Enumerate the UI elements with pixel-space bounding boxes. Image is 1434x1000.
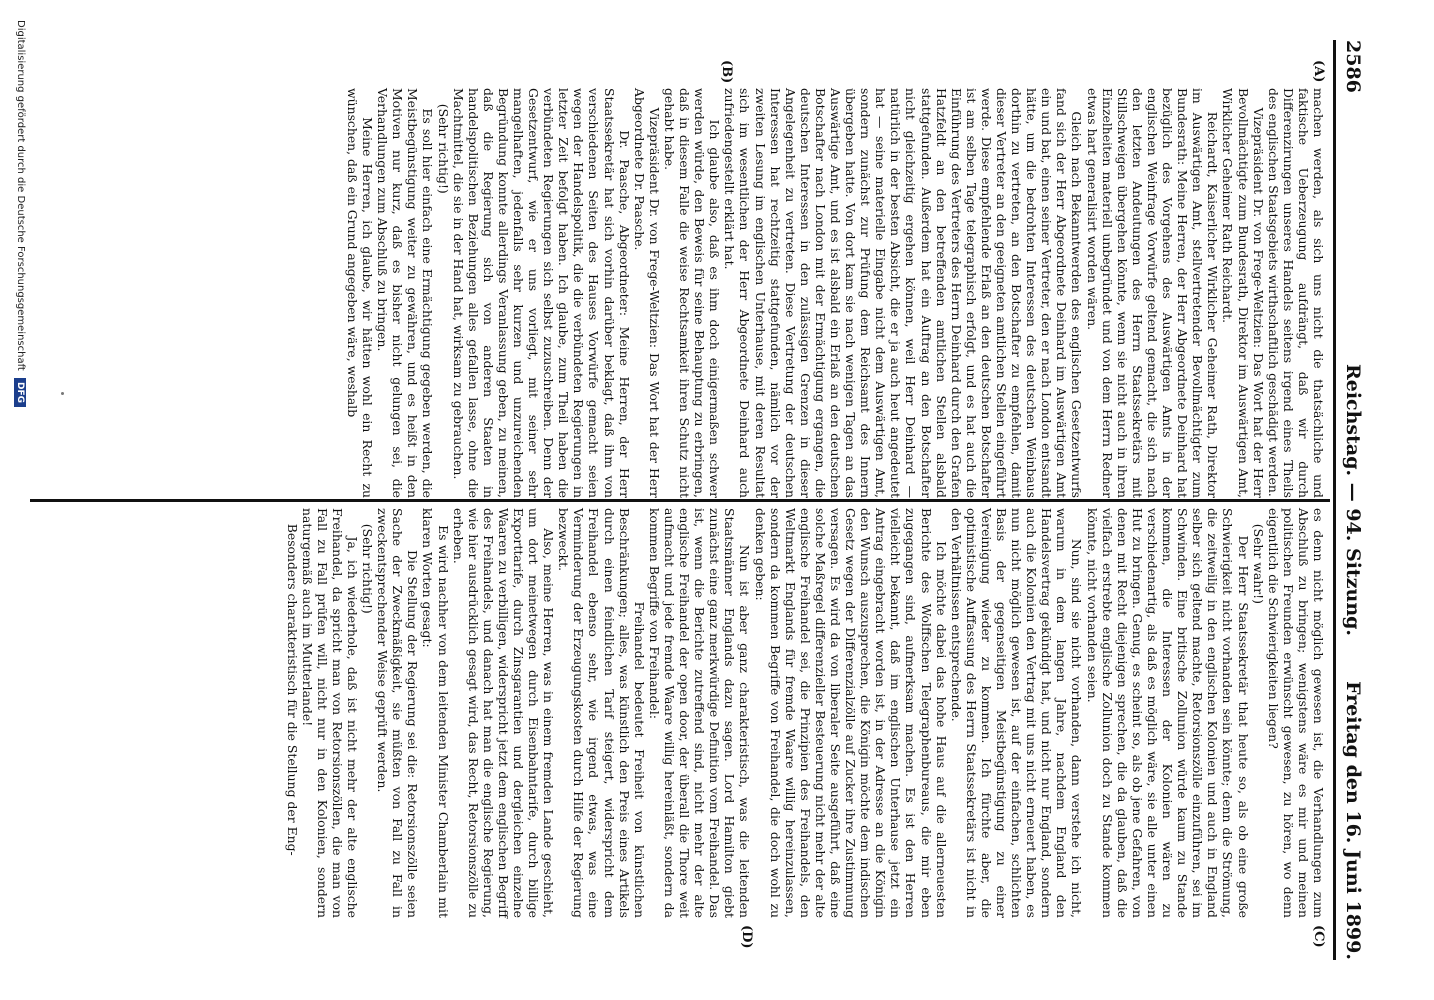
column-divider xyxy=(30,499,1330,502)
right-text-column: es denn nicht möglich gewesen ist, die Verhandlungen zum Abschluß zu bringen; wenigstens wäre es mir und meinen politischen Freunden erwünscht gewesen, zu hören, wo denn eigentlich die Schwierigkeiten liegen? (Sehr wahr!) Der Herr Staatssekretär that heute so, als ob eine große Schwierigkeit nicht vorhanden sein könnte; denn die Strömung, die zeitweilig in den englischen Kolonien und auch in England selber sich geltend machte, Retorsionszölle einzuführen, sei im Schwinden. Eine britische Zollunion würde kaum zu Stande kommen, die Interessen der Kolonien wären zu verschiedenartig, als daß es möglich wäre, sie alle unter einen Hut zu bringen. Genug, es scheint so, als ob jene Gefahren, von denen mit Recht diejenigen sprechen, die da glauben, daß die vielfach erstrebte englische Zollunion doch zu Stande kommen könnte, nicht vorhanden seien. Nun, sind sie nicht vorhanden, dann verstehe ich nicht, warum in dem langen Jahre, nachdem England den Handelsvertrag gekündigt hat, und nicht nur England, sondern auch die Kolonien den Vertrag mit uns nicht erneuert haben, es nun nicht möglich gewesen ist, auf der einfachen, schlichten Basis der gegenseitigen Meistbegünstigung zu einer Vereinigung wieder zu kommen. Ich fürchte aber, die optimistische Auffassung des Herrn Staatssekretärs ist nicht in den Verhältnissen entsprechende. Ich möchte dabei das hohe Haus auf die allerneuesten Berichte des Wolffschen Telegraphenbureaus, die mir eben zugegangen sind, aufmerksam machen. Es ist den Herren vielleicht bekannt, daß im englischen Unterhause jetzt ein Antrag eingebracht worden ist, in der Adresse an die Königin den Wunsch auszusprechen, die Königin möchte dem indischen Gesetz wegen der Differenzialzölle auf Zucker ihre Zustimmung versagen. Es wird da von liberaler Seite ausgeführt, daß eine solche Maßregel differenzieller Besteuerung nicht mehr der alte englische Freihandel sei, die Prinzipien des Freihandels, den Weltmarkt Englands für fremde Waare willig hereinzulassen, sondern da kommen Begriffe von Freihandel, die doch wohl zu denken geben: Nun ist aber ganz charakteristisch, was die leitenden Staatsmänner Englands dazu sagen. Lord Hamilton giebt zunächst eine ganz merkwürdige Definition vom Freihandel. Das ist, wenn die Berichte zutreffend sind, nicht mehr der alte englische Freihandel der open door, der überall die Thore weit aufmacht und jede fremde Waare willig hereinläßt, sondern da kommen Begriffe von Freihandel: Freihandel bedeutet Freiheit von künstlichen Beschränkungen; alles, was künstlich den Preis eines Artikels durch einen feindlichen Tarif steigert, widerspricht dem Freihandel ebenso sehr, wie irgend etwas, was eine Verminderung der Erzeugungskosten durch Hilfe der Regierung bezweckt. Also, meine Herren, was in einem fremden Lande geschieht, um dort meinetwegen durch Eisenbahntarife, durch billige Exporttarife, durch Zinsgarantien und dergleichen einzelne Waaren zu verbilligen, widerspricht jetzt dem englischen Begriff des Freihandels, und danach hat man die englische Regierung, wie hier ausdrücklich gesagt wird, das Recht, Retorsionszölle zu erheben. Es wird nachher von dem leitenden Minister Chamberlain mit klaren Worten gesagt: Die Stellung der Regierung sei die: Retorsionszölle seien Sache der Zweckmäßigkeit, sie müßten von Fall zu Fall in zweckentsprechender Weise geprüft werden. (Sehr richtig!) Ja, ich wiederhole, daß ist nicht mehr der alte englische Freihandel, da spricht man von Retorsionszöllen, die man von Fall zu Fall prüfen will, nicht nur in den Kolonien, sondern naturgemäß auch im Mutterlande! Besonders charakteristisch für die Stellung der Eng- xyxy=(284,508,1326,919)
left-text-column: machen werden, als sich uns nicht die thatsächliche und faktische Ueberzeugung aufdrängt, daß wir durch Differenzirungen unseres Handels seitens irgend eines Theils des englischen Staatsgebiets wirthschaftlich geschädigt werden. Vizepräsident Dr. von Frege-Weltzien: Das Wort hat der Herr Bevollmächtigte zum Bundesrath, Direktor im Auswärtigen Amt, Wirklicher Geheimer Rath Reichardt. Reichardt, Kaiserlicher Wirklicher Geheimer Rath, Direktor im Auswärtigen Amt, stellvertretender Bevollmächtigter zum Bundesrath: Meine Herren, der Herr Abgeordnete Deinhard hat bezüglich des Vorgehens des Auswärtigen Amts in der englischen Weinfrage Vorwürfe geltend gemacht, die sich nach den letzten Andeutungen des Herrn Staatssekretärs mit Stillschweigen übergehen könnte, wenn sie nicht auch in ihren Einzelheiten materiell unbegründet und von dem Herrn Redner etwas hart generalisirt worden wären. Gleich nach Bekanntwerden des englischen Gesetzentwurfs fand sich der Herr Abgeordnete Deinhard im Auswärtigen Amt ein und bat, einen seiner Vertreter, den er nach London entsandt hätte, um die bedrohten Interessen des deutschen Weinbaus dorthin zu vertreten, an den Botschafter zu empfehlen, damit dieser Vertreter an den geeigneten amtlichen Stellen eingeführt werde. Diese empfehlende Erlaß an den deutschen Botschafter ist am selben Tage telegraphisch erfolgt, und es hat auch die Einführung des Vertreters des Herrn Deinhard durch den Grafen Hatzfeldt an den betreffenden amtlichen Stellen alsbald stattgefunden. Außerdem hat ein Auftrag an den Botschafter nicht gleichzeitig ergehen können, weil Herr Deinhard — natürlich in der besten Absicht, die er ja auch heut angedeutet hat — seine materielle Eingabe nicht dem Auswärtigen Amt, sondern zunächst zur Prüfung dem Reichsamt des Innern übergeben hatte. Von dort kam sie nach wenigen Tagen an das Auswärtige Amt, und es ist alsbald ein Erlaß an den deutschen Botschafter nach London mit der Ermächtigung ergangen, die deutschen Interessen in den zulässigen Grenzen in dieser Angelegenheit zu vertreten. Diese Vertretung der deutschen Interessen hat rechtzeitig stattgefunden, nämlich vor der zweiten Lesung im englischen Unterhause, mit deren Resultat sich im wesentlichen der Herr Abgeordnete Deinhard auch zufriedengestellt erklärt hat. Ich glaube also, daß es ihm doch einigermaßen schwer werden würde, den Beweis für seine Behauptung zu erbringen, daß in diesem Falle die weise Rechtsamkeit ihren Schutz nicht gehabt habe. Vizepräsident Dr. von Frege-Weltzien: Das Wort hat der Herr Abgeordnete Dr. Paasche. Dr. Paasche, Abgeordneter: Meine Herren, der Herr Staatssekretär hat sich vorhin darüber beklagt, daß ihm von verschiedenen Seiten des Hauses Vorwürfe gemacht seien wegen der Handelspolitik, die die verbündeten Regierungen in letzter Zeit befolgt haben. Ich glaube, zum Theil haben die verbündeten Regierungen sich selbst zuzuschreiben. Denn der Gesetzentwurf, wie er uns vorliegt, mit seiner sehr mangelhaften, jedenfalls sehr kurzen und unzureichenden Begründung konnte allerdings Veranlassung geben, zu meinen, daß die Regierung sich von anderen Staaten in handelspolitischen Beziehungen alles gefallen lasse, ohne die Machtmittel, die sie in der Hand hat, wirksam zu gebrauchen. (Sehr richtig!) Es soll hier einfach eine Ermächtigung gegeben werden, die Meistbegünstigung weiter zu gewähren, und es heißt in den Motiven nur kurz, daß es bisher nicht gelungen sei, die Verhandlungen zum Abschluß zu bringen. Meine Herren, ich glaube, wir hätten wohl ein Recht zu wünschen, daß ein Grund angegeben wäre, weshalb xyxy=(345,88,1326,498)
session-title: Reichstag. — 94. Sitzung. xyxy=(1342,363,1364,637)
margin-marker-b: (B) xyxy=(719,60,734,84)
margin-marker-d: (D) xyxy=(739,925,754,949)
page-header xyxy=(1333,40,1366,960)
scan-speck xyxy=(61,392,64,395)
margin-marker-c: (C) xyxy=(1311,925,1326,948)
dfg-logo: DFG xyxy=(14,378,26,407)
funding-note xyxy=(14,20,26,407)
funding-text: Digitalisierung gefördert durch die Deutsche Forschungsgemeinschaft xyxy=(15,20,26,371)
session-date: Freitag den 16. Juni 1899. xyxy=(1342,681,1364,960)
margin-marker-a: (A) xyxy=(1311,60,1326,83)
page-number: 2586 xyxy=(1342,40,1364,93)
